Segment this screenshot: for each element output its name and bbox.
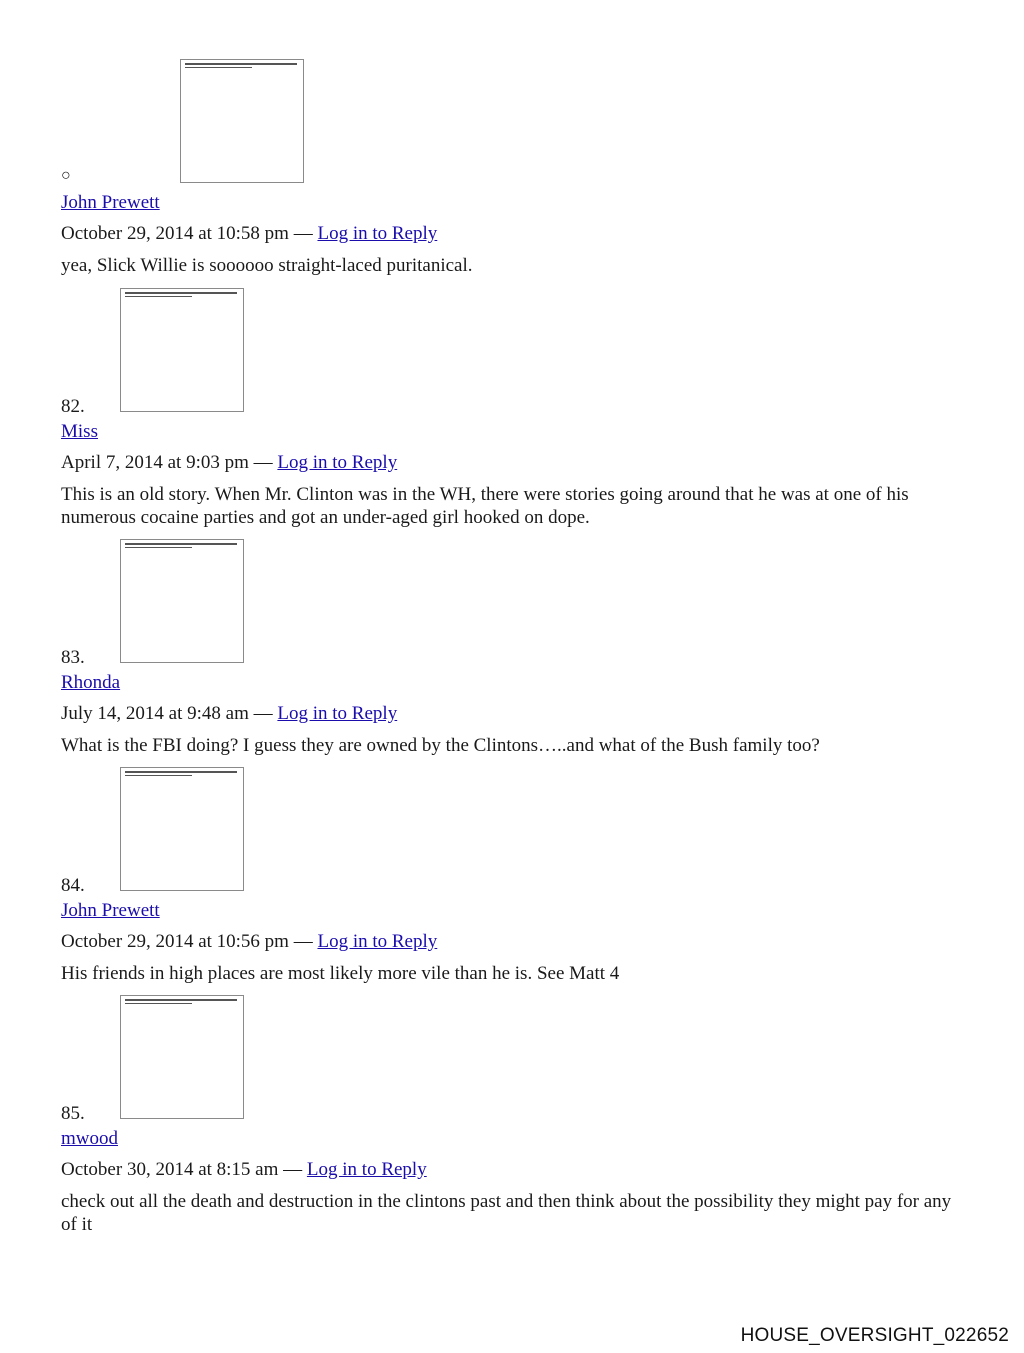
comment-text: check out all the death and destruction in the clintons past and then think about the possibility they might pay for any of it [61,1191,952,1235]
log-in-to-reply-link[interactable]: Log in to Reply [277,703,398,724]
log-in-to-reply-link[interactable]: Log in to Reply [306,1159,427,1180]
comment-item [61,995,971,1236]
comment-number: 84. [61,875,85,896]
comment-item [61,767,971,985]
comment-number: 82. [61,396,85,417]
comment-author-link[interactable]: mwood [61,1128,118,1149]
comment-text: This is an old story. When Mr. Clinton was in the WH, there were stories going around that he was at one of his numerous cocaine parties and got an under-aged girl hooked on dope. [61,484,909,528]
comment-date: April 7, 2014 at 9:03 pm [61,452,249,473]
list-bullet: ○ [61,167,71,184]
comment-date: July 14, 2014 at 9:48 am [61,703,249,724]
log-in-to-reply-link[interactable]: Log in to Reply [317,931,438,952]
comment-text: His friends in high places are most likely more vile than he is. See Matt 4 [61,963,620,984]
comment-author-link[interactable]: Rhonda [61,672,121,693]
broken-image-icon [125,292,237,299]
comment-meta [61,1159,971,1181]
comment-avatar-row [61,995,971,1122]
comment-item [61,59,971,277]
meta-separator: — [283,1159,303,1180]
comment-avatar-row [61,59,971,186]
comment-author-link[interactable]: John Prewett [61,900,160,921]
avatar [120,288,244,412]
avatar [120,995,244,1119]
broken-image-icon [125,543,237,550]
comment-meta [61,703,971,725]
comment-text: What is the FBI doing? I guess they are owned by the Clintons…..and what of the Bush family too? [61,735,820,756]
comment-meta [61,223,971,245]
comment-date: October 29, 2014 at 10:56 pm [61,931,289,952]
comment-meta [61,452,971,474]
comment-avatar-row [61,539,971,666]
comment-number: 83. [61,647,85,668]
comment-item [61,539,971,757]
document-id: HOUSE_OVERSIGHT_022652 [740,1325,1009,1346]
broken-image-icon [125,999,237,1006]
meta-separator: — [293,223,313,244]
comment-date: October 29, 2014 at 10:58 pm [61,223,289,244]
meta-separator: — [293,931,313,952]
broken-image-icon [125,771,237,778]
comment-item [61,288,971,529]
comment-meta [61,931,971,953]
broken-image-icon [185,63,297,70]
comment-avatar-row [61,767,971,894]
meta-separator: — [253,452,273,473]
comment-author-link[interactable]: Miss [61,421,98,442]
avatar [180,59,304,183]
comment-author-link[interactable]: John Prewett [61,192,160,213]
comment-date: October 30, 2014 at 8:15 am [61,1159,279,1180]
comment-number: 85. [61,1103,85,1124]
log-in-to-reply-link[interactable]: Log in to Reply [277,452,398,473]
avatar [120,767,244,891]
log-in-to-reply-link[interactable]: Log in to Reply [317,223,438,244]
meta-separator: — [253,703,273,724]
comment-text: yea, Slick Willie is soooooo straight-laced puritanical. [61,255,473,276]
comment-avatar-row [61,288,971,415]
avatar [120,539,244,663]
